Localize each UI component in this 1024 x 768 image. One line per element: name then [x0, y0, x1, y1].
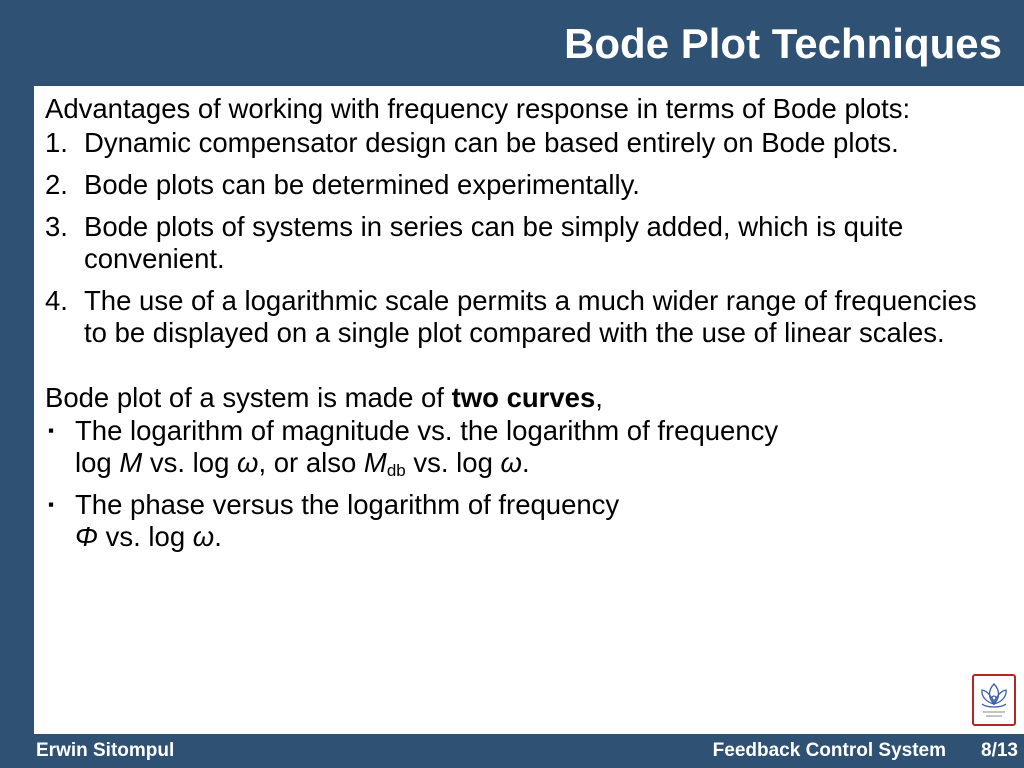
numbered-item: [45, 285, 1024, 349]
slide-title: Bode Plot Techniques: [564, 20, 1002, 67]
curves-tail: ,: [595, 382, 603, 413]
item-text: The use of a logarithmic scale permits a much wider range of frequencies to be displayed on a single plot compared with the use of linear scales.: [84, 285, 977, 348]
intro-text: Advantages of working with frequency response in terms of Bode plots:: [45, 93, 911, 124]
formula-subscript: db: [386, 461, 406, 480]
bullet-text: The phase versus the logarithm of frequency: [75, 489, 620, 520]
bullet-item: [45, 415, 1024, 479]
bullet-text: The logarithm of magnitude vs. the logarithm of frequency: [75, 415, 779, 446]
footer-bar: [0, 734, 1024, 768]
formula-symbol: ω: [237, 447, 259, 478]
formula-symbol: ω: [500, 447, 522, 478]
bullet-square-icon: ▪: [48, 495, 55, 514]
formula-part: vs. log: [98, 521, 193, 552]
item-text: Dynamic compensator design can be based entirely on Bode plots.: [84, 127, 899, 158]
formula-symbol: Φ: [75, 521, 99, 552]
curves-bold: two curves: [451, 382, 596, 413]
bullet-square-icon: ▪: [48, 421, 55, 440]
university-logo-icon: [972, 674, 1016, 726]
numbered-item: [45, 127, 1024, 159]
curves-intro: [45, 382, 1024, 414]
footer-course: Feedback Control System: [712, 740, 946, 761]
item-number: 2.: [45, 169, 68, 200]
footer-page-number: 8/13: [981, 740, 1018, 761]
bullet-formula: [75, 447, 975, 479]
formula-symbol: M: [363, 447, 387, 478]
item-number: 3.: [45, 211, 68, 242]
item-text: Bode plots can be determined experimentally.: [84, 169, 640, 200]
formula-part: .: [214, 521, 222, 552]
item-text: Bode plots of systems in series can be simply added, which is quite convenient.: [84, 211, 904, 274]
item-number: 4.: [45, 285, 68, 316]
numbered-item: [45, 211, 1024, 275]
formula-part: log: [75, 447, 120, 478]
bullet-item: [45, 489, 1024, 553]
formula-part: vs. log: [405, 447, 501, 478]
footer-author: Erwin Sitompul: [36, 740, 175, 761]
formula-part: vs. log: [142, 447, 238, 478]
bullet-formula: [75, 521, 975, 553]
formula-part: .: [521, 447, 530, 478]
formula-part: , or also: [258, 447, 364, 478]
item-number: 1.: [45, 127, 68, 158]
lotus-icon: [974, 676, 1014, 724]
formula-symbol: ω: [192, 521, 215, 552]
numbered-item: [45, 169, 1024, 201]
slide-content: [34, 86, 1024, 734]
curves-lead: Bode plot of a system is made of: [45, 382, 452, 413]
formula-symbol: M: [119, 447, 143, 478]
